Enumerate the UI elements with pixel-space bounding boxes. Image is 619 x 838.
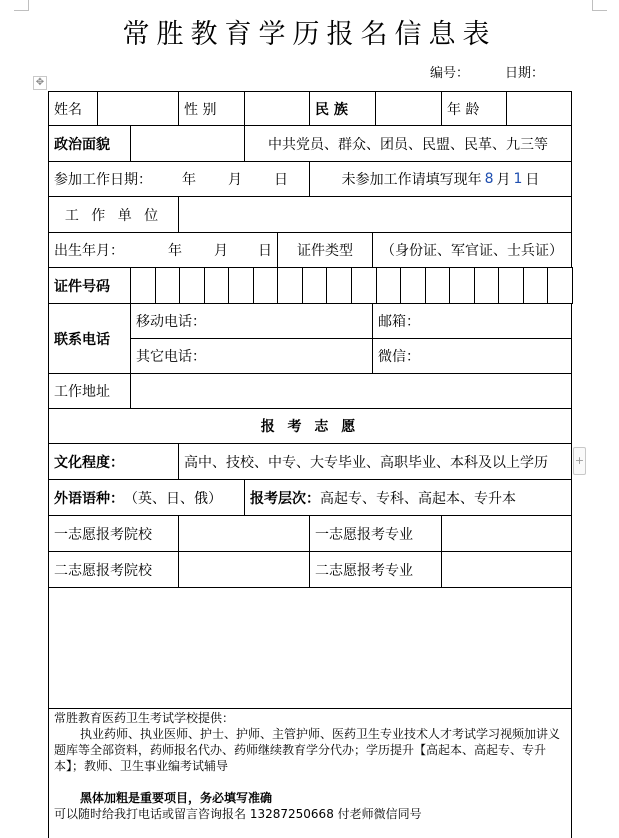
month-unit: 月 [214,243,228,259]
other-phone-field[interactable]: 其它电话： [130,338,373,374]
notes-contact [54,806,566,822]
political-status-options: 中共党员、群众、团员、民盟、民革、九三等 [244,125,572,162]
id-digit-box[interactable] [351,267,377,304]
month-unit: 月 [228,172,242,188]
choice1-major-field[interactable] [441,515,572,552]
choice1-major-label: 一志愿报考专业 [309,515,442,552]
contact-text: 可以随时给我打电话或留言咨询报名 [54,807,247,821]
day-unit: 日 [274,172,288,188]
date-label: 日期： [505,66,545,81]
id-digit-box[interactable] [204,267,230,304]
id-digit-box[interactable] [425,267,451,304]
work-start-date-field[interactable] [48,161,310,197]
gender-field[interactable] [244,91,310,126]
day-unit: 日 [258,243,272,259]
serial-number-label: 编号： [430,66,470,81]
section-title: 报 考 志 愿 [48,408,572,444]
contact-phone: 13287250668 [249,807,334,821]
age-field[interactable] [506,91,572,126]
id-digit-box[interactable] [228,267,254,304]
id-digit-box[interactable] [474,267,500,304]
add-column-icon[interactable]: + [573,447,586,475]
contact-label: 联系电话 [48,303,131,374]
hint-month: 8 [484,171,494,187]
id-digit-box[interactable] [302,267,328,304]
employer-label: 工 作 单 位 [48,196,179,233]
work-address-label: 工作地址 [48,373,131,409]
year-unit: 年 [182,172,196,188]
language-label: 外语语种： [54,490,124,507]
level-cell [244,479,572,516]
hint-text: 日 [525,172,540,188]
language-options: （英、日、俄） [124,490,222,507]
table-move-icon[interactable]: ✥ [33,76,47,90]
birth-date-field[interactable] [48,232,278,268]
birth-label: 出生年月： [54,243,124,259]
choice2-major-label: 二志愿报考专业 [309,551,442,588]
year-unit: 年 [168,243,182,259]
contact-text: 付老师微信同号 [337,807,422,821]
work-start-hint [309,161,572,197]
ethnicity-field[interactable] [375,91,442,126]
age-label: 年 龄 [441,91,507,126]
hint-text: 未参加工作请填写现年 [341,172,482,188]
id-digit-box[interactable] [179,267,205,304]
level-label: 报考层次： [250,490,320,507]
gender-label: 性 别 [178,91,245,126]
id-digit-box[interactable] [400,267,426,304]
choice2-school-field[interactable] [178,551,310,588]
id-digit-box[interactable] [547,267,573,304]
work-start-label: 参加工作日期： [54,172,152,188]
id-type-label: 证件类型 [277,232,373,268]
ethnicity-label: 民 族 [309,91,376,126]
political-status-field[interactable] [130,125,245,162]
hint-day: 1 [513,171,523,187]
choice2-major-field[interactable] [441,551,572,588]
work-address-field[interactable] [130,373,572,409]
id-digit-box[interactable] [376,267,402,304]
employer-field[interactable] [178,196,572,233]
mobile-phone-field[interactable]: 移动电话： [130,303,373,339]
document-title: 常胜教育学历报名信息表 [122,19,497,50]
name-label: 姓名 [48,91,98,126]
id-digit-box[interactable] [326,267,352,304]
name-field[interactable] [97,91,179,126]
id-digit-box[interactable] [130,267,156,304]
id-digit-box[interactable] [449,267,475,304]
id-digit-box[interactable] [277,267,303,304]
notes-services: 执业药师、执业医师、护士、护师、主管护师、医药卫生专业技术人才考试学习视频加讲义题库等全部资料，药师报名代办、药师继续教育学分代办；学历提升【高起本、高起专、专升本】；教师、卫生事业编考试辅导 [54,727,561,773]
id-digit-box[interactable] [498,267,524,304]
choice1-school-label: 一志愿报考院校 [48,515,179,552]
language-cell [48,479,245,516]
id-digit-box[interactable] [523,267,549,304]
political-status-label: 政治面貌 [48,125,131,162]
notes-heading: 常胜教育医药卫生考试学校提供： [54,711,235,725]
choice1-school-field[interactable] [178,515,310,552]
choice2-school-label: 二志愿报考院校 [48,551,179,588]
id-number-label: 证件号码 [48,267,131,304]
id-type-options: （身份证、军官证、士兵证） [372,232,572,268]
id-digit-box[interactable] [253,267,279,304]
wechat-field[interactable]: 微信： [372,338,572,374]
blank-remarks-area[interactable] [48,587,572,709]
hint-text: 月 [496,172,511,188]
education-label: 文化程度： [48,443,179,480]
level-options: 高起专、专科、高起本、专升本 [320,490,516,507]
notes-section [48,708,572,838]
id-digit-box[interactable] [155,267,181,304]
email-field[interactable]: 邮箱： [372,303,572,339]
notes-important: 黑体加粗是重要项目，务必填写准确 [80,791,273,805]
education-options: 高中、技校、中专、大专毕业、高职毕业、本科及以上学历 [178,443,572,480]
